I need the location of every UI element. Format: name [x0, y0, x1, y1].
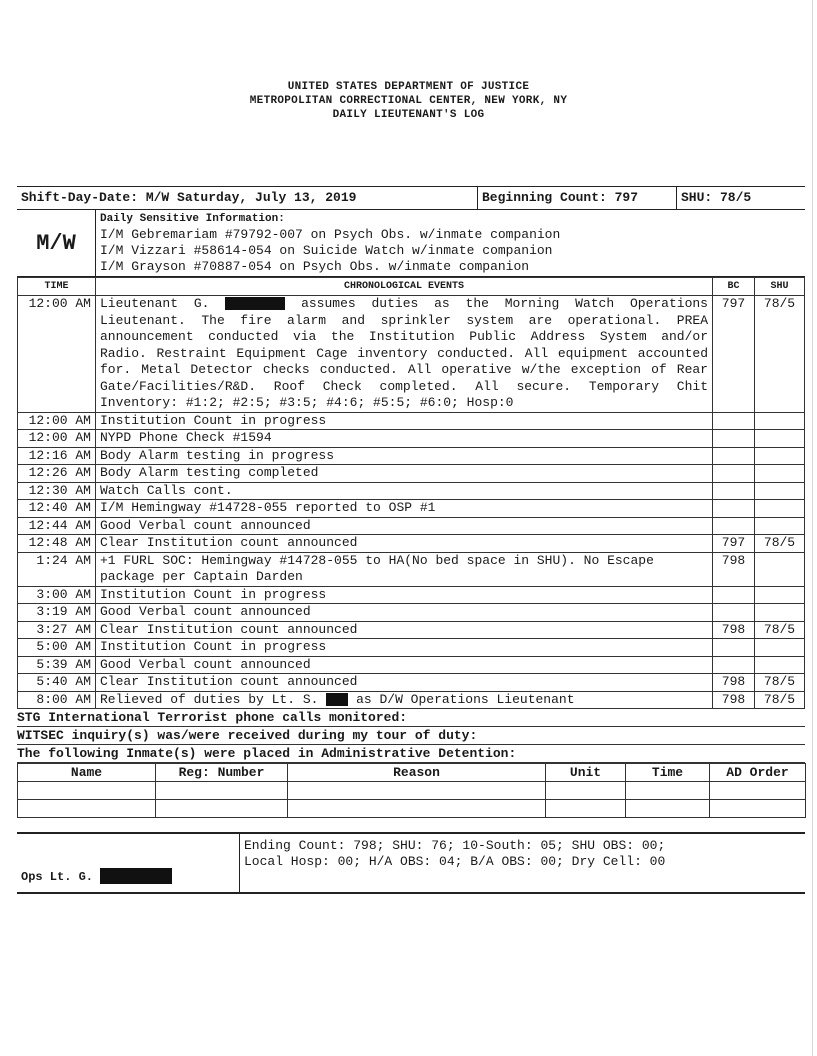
log-bc	[713, 430, 755, 448]
log-event: Clear Institution count announced	[96, 621, 713, 639]
log-bc	[713, 482, 755, 500]
redaction-block	[225, 297, 285, 310]
log-bc	[713, 465, 755, 483]
log-event	[96, 296, 713, 413]
log-bc	[713, 517, 755, 535]
log-shu	[755, 656, 805, 674]
log-event: Good Verbal count announced	[96, 604, 713, 622]
redaction-block	[326, 693, 348, 706]
ad-unit-header: Unit	[546, 764, 626, 782]
log-entries	[18, 412, 805, 691]
header-log-title: DAILY LIEUTENANT'S LOG	[332, 109, 485, 121]
log-time: 8:00 AM	[18, 691, 96, 709]
log-bc: 797	[713, 535, 755, 553]
log-shu	[755, 639, 805, 657]
log-event: Body Alarm testing completed	[96, 465, 713, 483]
sensitive-line: I/M Gebremariam #79792-007 on Psych Obs. w/inmate companion	[100, 227, 561, 242]
log-bc	[713, 604, 755, 622]
log-bc	[713, 586, 755, 604]
log-event-text: as D/W Operations Lieutenant	[356, 691, 575, 707]
redaction-block	[100, 868, 172, 884]
admin-detention-section: The following Inmate(s) were placed in Administrative Detention:	[17, 745, 805, 763]
log-row	[18, 535, 805, 553]
log-shu	[755, 552, 805, 586]
sensitive-info-row	[17, 210, 805, 277]
log-row	[18, 621, 805, 639]
ending-count-block	[240, 834, 805, 892]
log-row	[18, 586, 805, 604]
log-time: 12:48 AM	[18, 535, 96, 553]
log-event: Clear Institution count announced	[96, 674, 713, 692]
log-time: 3:27 AM	[18, 621, 96, 639]
log-bc	[713, 656, 755, 674]
log-time: 12:30 AM	[18, 482, 96, 500]
log-time: 5:00 AM	[18, 639, 96, 657]
log-time: 3:00 AM	[18, 586, 96, 604]
log-event: Watch Calls cont.	[96, 482, 713, 500]
log-bc	[713, 639, 755, 657]
ad-empty-row	[18, 782, 806, 800]
log-event: I/M Hemingway #14728-055 reported to OSP #1	[96, 500, 713, 518]
log-row	[18, 500, 805, 518]
footer-block	[17, 832, 805, 894]
log-time: 12:00 AM	[18, 296, 96, 413]
log-shu: 78/5	[755, 621, 805, 639]
shu-column-header: SHU	[755, 278, 805, 296]
sensitive-line: I/M Grayson #70887-054 on Psych Obs. w/inmate companion	[100, 259, 530, 274]
chronological-log-table	[17, 277, 805, 709]
log-row	[18, 482, 805, 500]
log-event-text: assumes duties as the Morning Watch Operations Lieutenant. The fire alarm and sprinkler system are operational. PREA announcement conducted via the Institution Public Address System and/or Radio. Restraint Equipment Cage inventory conducted. All equipment accounted for. Metal Detector checks conducted. All operative w/the exception of Rear Gate/Facilities/R&D. Roof Check completed. All secure. Temporary Chit Inventory: #1:2; #2:5; #3:5; #4:6; #5:5; #6:0; Hosp:0	[100, 296, 708, 410]
beginning-count: Beginning Count: 797	[478, 187, 677, 209]
log-time: 12:44 AM	[18, 517, 96, 535]
log-row	[18, 412, 805, 430]
scan-edge-line	[812, 0, 813, 1056]
shift-code: M/W	[17, 210, 96, 276]
log-shu	[755, 412, 805, 430]
log-event: Good Verbal count announced	[96, 656, 713, 674]
log-shu: 78/5	[755, 691, 805, 709]
sensitive-line: I/M Vizzari #58614-054 on Suicide Watch w/inmate companion	[100, 243, 553, 258]
log-time: 3:19 AM	[18, 604, 96, 622]
ad-header-row	[18, 764, 806, 782]
log-shu	[755, 500, 805, 518]
log-time: 12:00 AM	[18, 430, 96, 448]
log-row	[18, 517, 805, 535]
admin-detention-table	[17, 763, 806, 818]
log-time: 1:24 AM	[18, 552, 96, 586]
signature-block	[17, 834, 240, 892]
log-row	[18, 465, 805, 483]
log-row	[18, 604, 805, 622]
log-event	[96, 691, 713, 709]
log-shu	[755, 586, 805, 604]
sensitive-info-block	[96, 210, 805, 276]
log-event: Clear Institution count announced	[96, 535, 713, 553]
log-time: 12:16 AM	[18, 447, 96, 465]
ad-reg-header: Reg: Number	[156, 764, 288, 782]
log-row-relieved	[18, 691, 805, 709]
log-row	[18, 656, 805, 674]
log-bc	[713, 447, 755, 465]
log-shu	[755, 517, 805, 535]
log-row	[18, 674, 805, 692]
log-row	[18, 430, 805, 448]
log-event: Institution Count in progress	[96, 412, 713, 430]
log-bc: 798	[713, 674, 755, 692]
log-event: Institution Count in progress	[96, 586, 713, 604]
log-row	[18, 447, 805, 465]
log-shu: 78/5	[755, 674, 805, 692]
log-event: Institution Count in progress	[96, 639, 713, 657]
log-shu	[755, 430, 805, 448]
log-bc: 798	[713, 552, 755, 586]
ending-count-line: Local Hosp: 00; H/A OBS: 04; B/A OBS: 00; Dry Cell: 00	[244, 854, 666, 869]
ad-reason-header: Reason	[288, 764, 546, 782]
log-row	[18, 639, 805, 657]
events-column-header: CHRONOLOGICAL EVENTS	[96, 278, 713, 296]
header-agency: UNITED STATES DEPARTMENT OF JUSTICE	[287, 81, 530, 93]
log-time: 12:26 AM	[18, 465, 96, 483]
log-time: 12:40 AM	[18, 500, 96, 518]
ad-name-header: Name	[18, 764, 156, 782]
document-header	[0, 80, 817, 122]
log-time: 5:39 AM	[18, 656, 96, 674]
stg-section: STG International Terrorist phone calls monitored:	[17, 709, 805, 727]
log-bc	[713, 500, 755, 518]
sensitive-info-title: Daily Sensitive Information:	[100, 213, 285, 225]
log-shu	[755, 604, 805, 622]
log-event: +1 FURL SOC: Hemingway #14728-055 to HA(No bed space in SHU). No Escape package per Captain Darden	[96, 552, 713, 586]
log-bc	[713, 412, 755, 430]
log-row-assume-duties	[18, 296, 805, 413]
log-header-row	[18, 278, 805, 296]
time-column-header: TIME	[18, 278, 96, 296]
log-bc: 797	[713, 296, 755, 413]
log-shu: 78/5	[755, 535, 805, 553]
ending-count-line: Ending Count: 798; SHU: 76; 10-South: 05; SHU OBS: 00;	[244, 838, 666, 853]
shift-info-row	[17, 186, 805, 210]
log-time: 5:40 AM	[18, 674, 96, 692]
shift-day-date: Shift-Day-Date: M/W Saturday, July 13, 2019	[17, 187, 478, 209]
log-event-text: Relieved of duties by Lt. S.	[100, 691, 319, 707]
bc-column-header: BC	[713, 278, 755, 296]
log-shu	[755, 447, 805, 465]
ad-time-header: Time	[626, 764, 710, 782]
shu-count: SHU: 78/5	[681, 190, 752, 205]
log-event-text: Lieutenant G.	[100, 296, 210, 311]
ad-empty-row	[18, 800, 806, 818]
log-shu	[755, 465, 805, 483]
signature-label: Ops Lt. G.	[21, 870, 94, 884]
log-time: 12:00 AM	[18, 412, 96, 430]
log-event: Good Verbal count announced	[96, 517, 713, 535]
log-shu: 78/5	[755, 296, 805, 413]
log-bc: 798	[713, 621, 755, 639]
header-facility: METROPOLITAN CORRECTIONAL CENTER, NEW YORK, NY	[249, 95, 568, 107]
log-bc: 798	[713, 691, 755, 709]
log-row	[18, 552, 805, 586]
lieutenant-log-form	[17, 186, 805, 894]
ad-order-header: AD Order	[710, 764, 806, 782]
log-event: Body Alarm testing in progress	[96, 447, 713, 465]
log-event: NYPD Phone Check #1594	[96, 430, 713, 448]
witsec-section: WITSEC inquiry(s) was/were received during my tour of duty:	[17, 727, 805, 745]
log-shu	[755, 482, 805, 500]
